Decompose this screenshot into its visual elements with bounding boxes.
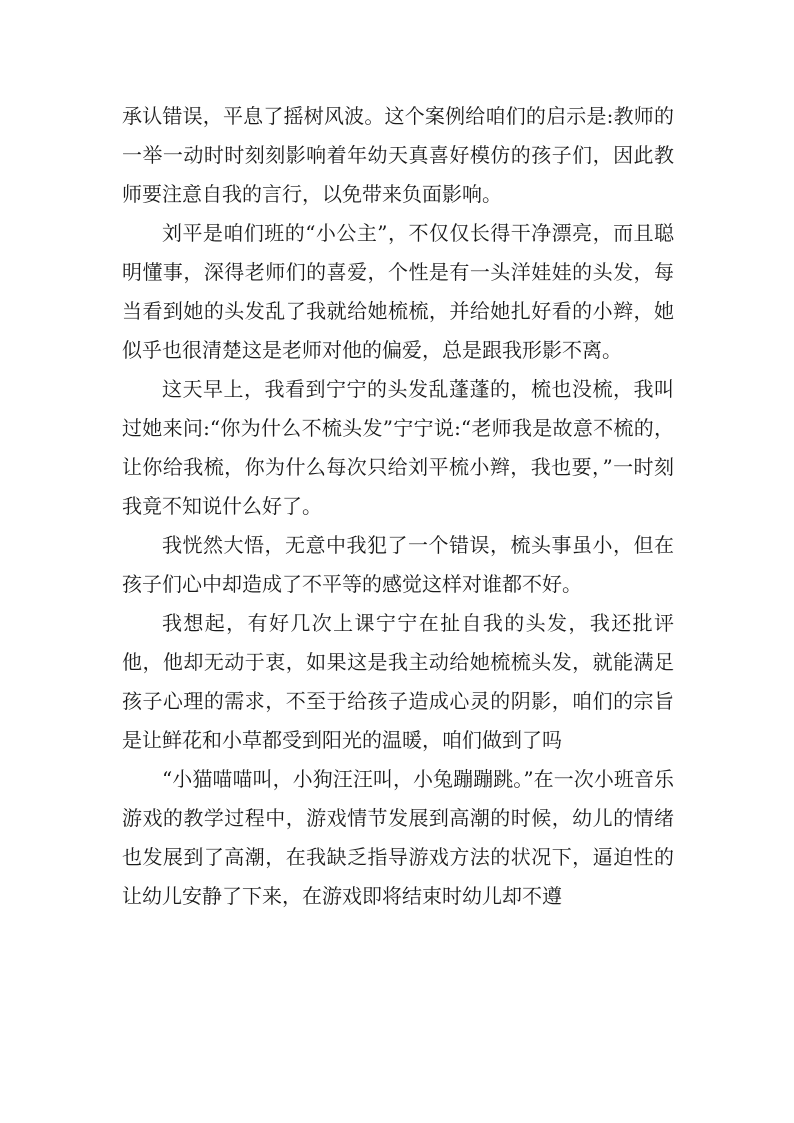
paragraph-2: 刘平是咱们班的“小公主”，不仅仅长得干净漂亮，而且聪明懂事，深得老师们的喜爱，个性是有一头洋娃娃的头发，每当看到她的头发乱了我就给她梳梳，并给她扎好看的小辫，她似乎也很清楚这是老师对他的偏爱，总是跟我形影不离。 (122, 221, 674, 362)
paragraph-4: 我恍然大悟，无意中我犯了一个错误，梳头事虽小，但在孩子们心中却造成了不平等的感觉这样对谁都不好。 (122, 533, 674, 596)
document-page (122, 97, 674, 916)
paragraph-5: 我想起，有好几次上课宁宁在扯自我的头发，我还批评他，他却无动于衷，如果这是我主动给她梳梳头发，就能满足孩子心理的需求，不至于给孩子造成心灵的阴影，咱们的宗旨是让鲜花和小草都受到阳光的温暖，咱们做到了吗 (122, 611, 674, 752)
paragraph-6: “小猫喵喵叫，小狗汪汪叫，小兔蹦蹦跳。”在一次小班音乐游戏的教学过程中，游戏情节发展到高潮的时候，幼儿的情绪也发展到了高潮，在我缺乏指导游戏方法的状况下，逼迫性的让幼儿安静了下来，在游戏即将结束时幼儿却不遵 (122, 767, 674, 908)
paragraph-3: 这天早上，我看到宁宁的头发乱蓬蓬的，梳也没梳，我叫过她来问:“你为什么不梳头发”宁宁说:“老师我是故意不梳的，让你给我梳，你为什么每次只给刘平梳小辫，我也要，”一时刻我竟不知说什么好了。 (122, 377, 674, 518)
paragraph-1: 承认错误，平息了摇树风波。这个案例给咱们的启示是:教师的一举一动时时刻刻影响着年幼天真喜好模仿的孩子们，因此教师要注意自我的言行，以免带来负面影响。 (122, 104, 674, 206)
